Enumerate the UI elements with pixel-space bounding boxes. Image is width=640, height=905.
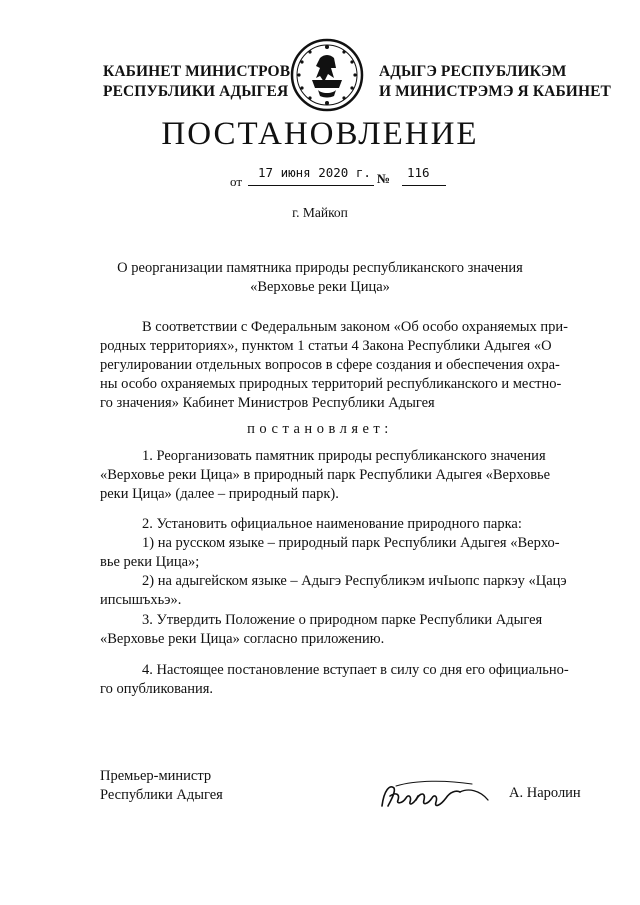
item-2 — [100, 515, 576, 610]
position-line: Республики Адыгея — [100, 787, 223, 803]
date-value: 17 июня 2020 г. — [258, 165, 371, 180]
item-line: 4. Настоящее постановление вступает в силу со дня его официально- — [142, 662, 569, 678]
subject — [80, 259, 560, 297]
header-left — [103, 62, 290, 102]
header-left-line-1: КАБИНЕТ МИНИСТРОВ — [103, 63, 291, 80]
preamble-line: ны особо охраняемых природных территорий республиканского и местно- — [100, 376, 562, 392]
subject-line: О реорганизации памятника природы республиканского значения — [117, 260, 523, 276]
signatory-position — [100, 767, 223, 805]
item-line: 1) на русском языке – природный парк Республики Адыгея «Верхо- — [142, 535, 560, 551]
position-line: Премьер-министр — [100, 768, 212, 784]
preamble-paragraph — [100, 318, 576, 413]
decree-word: постановляет: — [247, 421, 393, 437]
item-line: ипсышъхьэ». — [100, 592, 182, 608]
item-line: 3. Утвердить Положение о природном парке Республики Адыгея — [142, 612, 543, 628]
preamble-line: регулировании отдельных вопросов в сфере создания и обеспечения охра- — [100, 357, 560, 373]
number-value: 116 — [407, 165, 430, 180]
item-line: 2. Установить официальное наименование природного парка: — [142, 516, 522, 532]
handwritten-signature — [376, 778, 494, 814]
header-right-line-1: АДЫГЭ РЕСПУБЛИКЭМ — [379, 63, 567, 80]
preamble-line: родных территориях», пунктом 1 статьи 4 Закона Республики Адыгея «О — [100, 338, 552, 354]
date-number-line — [230, 165, 470, 191]
item-4 — [100, 661, 576, 699]
item-line: го опубликования. — [100, 681, 214, 697]
item-line: «Верховье реки Цица» согласно приложению. — [100, 631, 385, 647]
item-line: вье реки Цица»; — [100, 554, 200, 570]
coat-of-arms-emblem — [290, 38, 364, 112]
item-line: 2) на адыгейском языке – Адыгэ Республикэм ичIыопс паркэу «Цацэ — [142, 573, 567, 589]
preamble-line: го значения» Кабинет Министров Республики Адыгея — [100, 395, 435, 411]
item-line: реки Цица» (далее – природный парк). — [100, 486, 339, 502]
header-right-line-2: И МИНИСТРЭМЭ Я КАБИНЕТ — [379, 83, 611, 100]
item-3 — [100, 611, 576, 649]
subject-line: «Верховье реки Цица» — [250, 279, 390, 295]
city: г. Майкоп — [292, 205, 348, 220]
item-line: «Верховье реки Цица» в природный парк Республики Адыгея «Верховье — [100, 467, 551, 483]
date-underline — [248, 185, 374, 186]
header-right — [379, 62, 611, 102]
number-underline — [402, 185, 446, 186]
number-label: № — [377, 171, 391, 186]
document-title: ПОСТАНОВЛЕНИЕ — [161, 116, 479, 152]
signatory-name: А. Наролин — [509, 785, 581, 801]
item-line: 1. Реорганизовать памятник природы республиканского значения — [142, 448, 546, 464]
date-from-label: от — [230, 174, 243, 189]
item-1 — [100, 447, 576, 504]
preamble-line: В соответствии с Федеральным законом «Об особо охраняемых при- — [142, 319, 569, 335]
header-left-line-2: РЕСПУБЛИКИ АДЫГЕЯ — [103, 83, 289, 100]
